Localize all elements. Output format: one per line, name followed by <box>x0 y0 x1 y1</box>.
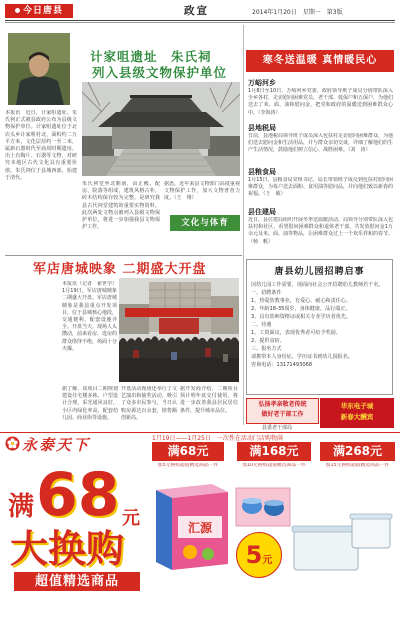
promo-tier-desc: 加15元换购超值精选商品一件 <box>325 463 390 468</box>
store-ad <box>320 398 394 428</box>
promo-hero-unit: 元 <box>122 508 140 529</box>
sales-event-photo <box>119 278 239 382</box>
promo-hero-prefix: 满 <box>8 492 35 522</box>
promo-tier: 满68元 <box>152 442 224 461</box>
warmth-item-heading: 县住建局 <box>248 208 276 216</box>
container-small <box>352 518 390 548</box>
fruit-decoration <box>183 545 197 559</box>
warmth-item-text: 1月15日，县粮食局党组书记、局长带领班子成员到包扶村慰问困难群众，为每户送去面粉、食用油等慰问品，并向他们致以新春的祝福。（王 敏） <box>248 177 393 198</box>
elder-care-ad-sponsor: 县委老干部局 <box>262 425 293 431</box>
price-badge-number: 5 <box>245 541 263 569</box>
promo-hero-number: 68 <box>36 460 120 530</box>
warmth-item-text: 近日，县住建局组织开展冬季送温暖活动，局领导分别带队深入包扶村和社区，看望慰问困难群众和退休老干部，共发放慰问金1万余元及米、面、油等物品，让困难群众过上一个欢乐祥和的春节。（杨 帆） <box>248 217 393 245</box>
event-banner <box>125 308 233 317</box>
warmth-item-heading: 县地税局 <box>248 124 276 132</box>
container-large <box>294 530 358 570</box>
promo-period: 1月19日——1月25日 一次性在活动门店购物满 <box>152 435 283 442</box>
roof-ridge <box>130 95 192 98</box>
column-divider <box>243 25 244 425</box>
notice-line: 一、招聘条件 <box>251 290 282 296</box>
upper-roof <box>120 98 202 112</box>
crowd-front <box>119 358 239 382</box>
cup-rim <box>264 500 284 506</box>
brand-flower-icon <box>5 436 20 451</box>
price-badge-unit: 元 <box>262 555 273 566</box>
promo-hero-slogan: 大换购 <box>10 527 125 571</box>
product-brand-label: 汇源 <box>187 521 213 535</box>
cup-rim <box>242 498 262 504</box>
warmth-item-heading: 县粮食局 <box>248 168 276 176</box>
section-tag-culture: 文化与体育 <box>170 215 240 231</box>
recruitment-notice <box>246 259 393 395</box>
recruitment-notice-title: 唐县幼儿园招聘启事 <box>274 267 365 277</box>
masthead-logo-text: 今日唐县 <box>22 6 63 16</box>
header-rule-thin <box>5 22 395 23</box>
hall-door <box>150 131 172 149</box>
elder-care-ad-line2: 做好老干部工作 <box>261 411 304 418</box>
culture-text-right: 据悉，近年来县文物部门高度重视文物保护工作，加大文物普查力度。（王 翔） <box>164 181 240 202</box>
masthead-ornament-icon <box>15 8 20 13</box>
culture-text-left: 本报讯 近日，计家咀遗址、朱氏祠正式被县政府公布为县级文物保护单位。计家咀遗址位于北店头乡计家咀村北，面积约二万平方米，文化层厚约一至二米，属新石器时代至商周时期遗址，出土有陶片、石器等文物，对研究本地区古代文化具有重要价值。朱氏祠位于县城西部，始建于清代。 <box>5 110 77 181</box>
elder-care-ad-line1: 弘扬孝亲敬老传统 <box>258 401 307 408</box>
notice-line: 1、工资面议，表现优秀者可给予奖励。 <box>251 330 341 336</box>
lower-roof <box>98 112 224 127</box>
header-rule <box>5 20 395 21</box>
side-wall-left <box>82 136 114 158</box>
elder-care-ad <box>246 398 319 424</box>
warmth-item-heading: 万峪河乡 <box>248 79 276 87</box>
housing-text-col: 开盘活动现场还举行了文艺演出和抽奖活动，吸引了众多市民参与，当日认购房源达百余套，销售额创新高。 <box>121 386 177 421</box>
culture-title-line1: 计家咀遗址 朱氏祠 <box>90 49 212 64</box>
price-badge <box>236 532 282 578</box>
notice-phone: 咨询电话：13171493068 <box>251 362 313 368</box>
temple-photo <box>82 82 240 176</box>
notice-line: 1、热爱幼教事业，有爱心、耐心和责任心。 <box>251 298 352 304</box>
culture-title-line2: 列入县级文物保护单位 <box>92 65 228 80</box>
housing-text-lead: 本报讯（记者 翟世学）1月19日，军店唐城映象二期盛大开盘。军店唐城映象是我县重点开发项目，位于县城核心地段，交通便利，配套设施齐全。开盘当天，现场人头攒动，前来看房、选房的群众络绎不绝，场面十分火爆。 <box>62 281 117 352</box>
side-wall-right <box>208 136 240 158</box>
article-separator <box>5 255 242 256</box>
promo-tier: 满268元 <box>320 442 395 461</box>
promo-tier: 满168元 <box>237 442 311 461</box>
warmth-item-text: 日前，县地税局领导班子成员深入包扶村走访慰问困难群众，为他们送去慰问金和生活用品，并与群众亲切交谈，详细了解他们的生产生活情况，鼓励他们树立信心、战胜困难。（刘 涛） <box>248 133 393 154</box>
box-front <box>156 490 172 570</box>
promo-hero-bar: 超值精选商品 <box>14 572 140 591</box>
promo-tier-desc: 加5元换购超值精选商品一件 <box>157 463 219 468</box>
store-ad-line2: 新春大酬宾 <box>340 413 374 421</box>
promo-brand: 永泰天下 <box>22 436 91 454</box>
recruitment-notice-body <box>251 281 388 369</box>
warmth-item-text: 1月8日至10日，万峪河乡党委、政府领导班子成员分别带队深入全乡各村，走访慰问困难党员、老干部、低保户和五保户，为他们送去了米、面、油和慰问金，把党和政府的温暖送到困难群众心中。（李海涛） <box>248 88 393 116</box>
issue-date: 2014年1月20日 <box>252 9 297 16</box>
notice-line: 三、报名方式 <box>251 346 282 352</box>
notice-line: 请携带本人身份证、学历证书到幼儿园报名。 <box>251 354 353 360</box>
notice-line: 二、待遇 <box>251 322 272 328</box>
culture-text-middle: 朱氏祠堂坐北朝南，由正殿、配房、院落等组成，建筑风格古朴，砖木结构保存较为完整，是研究我县古代祠堂建筑的重要实物资料。此次两处文物点被列入县级文物保护单位，将进一步加强我县文物保护工作。 <box>82 181 160 231</box>
notice-line: 3、具有幼师资格证或相关专业学历者优先。 <box>251 314 352 320</box>
notice-line: 2、年龄18-35周岁，身体健康，品行端正。 <box>251 306 351 312</box>
dateline <box>252 7 349 16</box>
cup-set-product <box>234 482 294 528</box>
event-stage <box>159 318 199 334</box>
container-lid <box>292 526 360 532</box>
promo-tier-desc: 加10元换购超值精选商品一件 <box>242 463 306 468</box>
housing-text-col: 据了解，该项目二期规划建设住宅楼多栋，户型设计合理，采光通风良好，小区内绿化率高，配套幼儿园、商业街等设施。 <box>62 386 118 421</box>
warmth-banner: 寒冬送温暖 真情暖民心 <box>246 50 394 72</box>
masthead-logo <box>5 4 73 18</box>
housing-text-col: 据开发商介绍，二期项目预计明年底交付使用，将进一步改善我县居民居住条件，提升城市品位。 <box>180 386 238 414</box>
housing-title: 军店唐城映象 二期盛大开盘 <box>33 262 207 277</box>
store-ad-line1: 华东电子城 <box>340 402 374 410</box>
issue-weekday: 星期一 <box>302 9 321 16</box>
notice-line: 因幼儿园工作需要，现面向社会公开招聘幼儿教师若干名。 <box>251 282 384 288</box>
storage-container-product <box>290 510 394 576</box>
notice-line: 2、提供食宿。 <box>251 338 285 344</box>
fruit-decoration <box>202 548 214 560</box>
container-small-lid <box>350 514 392 519</box>
page-number: 第3版 <box>326 9 343 16</box>
section-title: 政宣 <box>184 5 209 17</box>
juice-box-product <box>150 480 232 572</box>
promo-banner <box>0 432 400 614</box>
person-photo <box>8 33 70 105</box>
